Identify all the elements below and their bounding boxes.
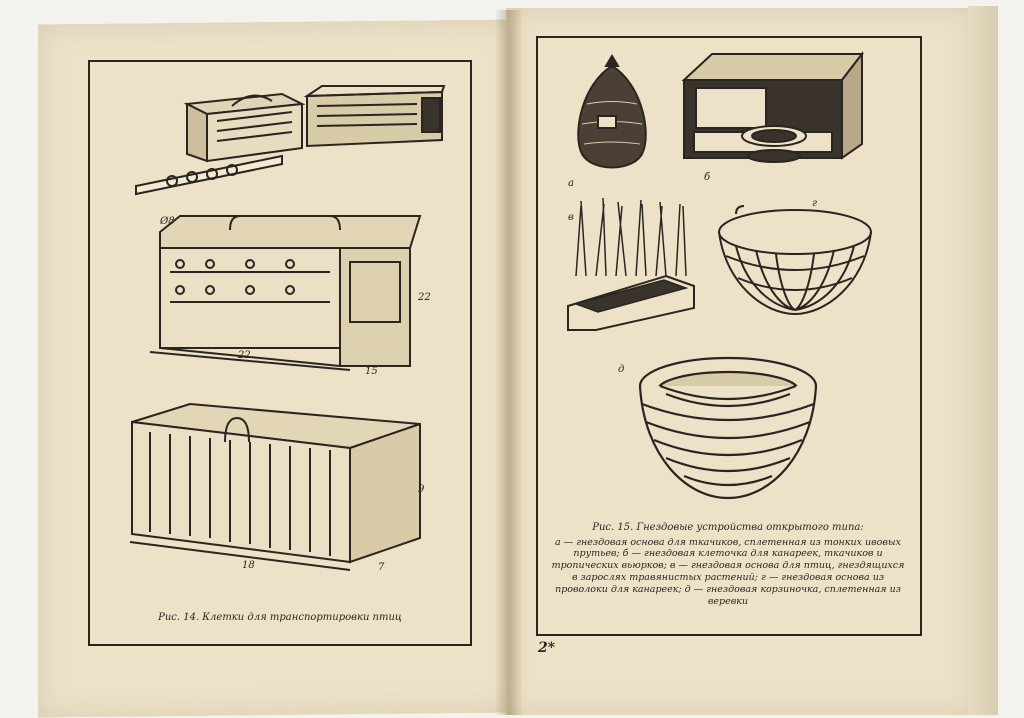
bar-cage-illustration [130, 402, 420, 574]
item-label-a: а [568, 178, 574, 189]
page-number: 2* [538, 640, 556, 656]
dimension-label-width-bottom: 7 [378, 562, 385, 573]
item-label-v: в [568, 212, 574, 223]
item-label-g: г [812, 198, 818, 209]
figure-15-caption-title: Рис. 15. Гнездовые устройства открытого типа: [592, 522, 864, 533]
figure-15-caption [548, 522, 908, 608]
nest-box-illustration [682, 52, 864, 174]
small-carrier-illustration [132, 86, 452, 196]
grass-nest-base-illustration [566, 196, 696, 334]
figure-15-caption-body: а — гнездовая основа для ткачиков, сплетенная из тонких ивовых прутьев; б — гнездовая клеточка для канареек, ткачиков и тропических вьюрков; в — гнездовая основа для птиц, гнездящихся в зарослях травянистых растений; г — гнездовая основа из проволоки для канареек; д — гнездовая корзиночка, сплетенная из веревки [551, 536, 905, 607]
page-edges [968, 6, 998, 715]
wooden-cage-illustration [150, 212, 440, 380]
item-label-b: б [704, 172, 711, 183]
figure-14-caption: Рис. 14. Клетки для транспортировки птиц [158, 612, 402, 623]
wire-basket-illustration [716, 206, 874, 318]
dimension-label-height-mid: 22 [418, 292, 431, 303]
woven-hanging-nest-illustration [572, 54, 652, 176]
dimension-label-length-bottom: 18 [242, 560, 255, 571]
dimension-label-width-mid: 15 [365, 366, 378, 377]
dimension-label-height-bottom: 9 [418, 484, 425, 495]
book-gutter [496, 10, 522, 715]
dimension-label-length-mid: 22 [238, 350, 251, 361]
rope-basket-illustration [636, 356, 820, 502]
dimension-label-diameter: Ø8 [160, 216, 175, 227]
item-label-d: д [618, 364, 625, 375]
